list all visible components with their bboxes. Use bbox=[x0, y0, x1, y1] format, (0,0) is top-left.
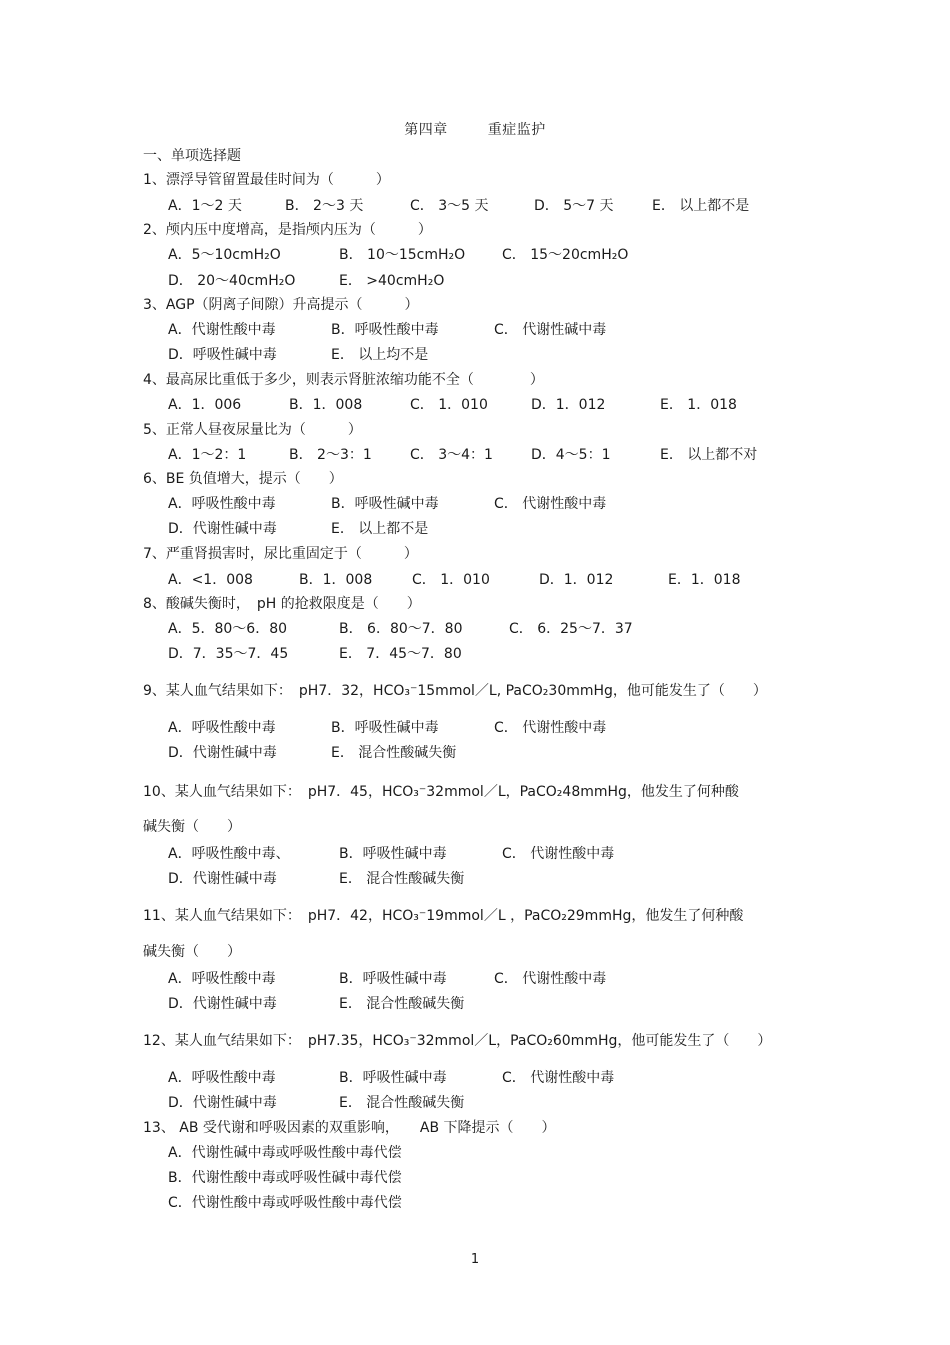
question-stem: 4、最高尿比重低于多少，则表示肾脏浓缩功能不全（ ） bbox=[143, 372, 544, 388]
option-d: D．代谢性碱中毒 bbox=[168, 871, 277, 887]
option-c: C． 代谢性酸中毒 bbox=[494, 720, 607, 736]
option-c: C． 1．010 bbox=[412, 572, 490, 588]
option-a: A．呼吸性酸中毒 bbox=[168, 971, 276, 987]
option-e: E．1．018 bbox=[668, 572, 741, 588]
option-c: C． 代谢性酸中毒 bbox=[502, 1070, 615, 1086]
option-b: B． 2～3：1 bbox=[289, 447, 372, 463]
option-a: A．呼吸性酸中毒、 bbox=[168, 846, 290, 862]
option-d: D．呼吸性碱中毒 bbox=[168, 347, 277, 363]
option-a: A．1．006 bbox=[168, 397, 242, 413]
option-c: C． 6．25～7．37 bbox=[509, 621, 633, 637]
option-a: A．呼吸性酸中毒 bbox=[168, 720, 276, 736]
option-c: C． 代谢性碱中毒 bbox=[494, 322, 607, 338]
question-stem: 12、某人血气结果如下： pH7.35，HCO₃⁻32mmol／L，PaCO₂60mmHg，他可能发生了（ ） bbox=[143, 1033, 772, 1049]
option-b: B． 2～3 天 bbox=[285, 198, 364, 214]
option-b: B．1．008 bbox=[299, 572, 373, 588]
option-e: E． 7．45～7．80 bbox=[339, 646, 462, 662]
question-stem: 5、正常人昼夜尿量比为（ ） bbox=[143, 422, 362, 438]
option-b: B．呼吸性碱中毒 bbox=[339, 846, 447, 862]
option-e: E． 以上都不对 bbox=[660, 447, 758, 463]
question-stem: 9、某人血气结果如下： pH7．32，HCO₃⁻15mmol／L, PaCO₂30mmHg，他可能发生了（ ） bbox=[143, 683, 767, 699]
option-a: A．呼吸性酸中毒 bbox=[168, 496, 276, 512]
chapter-number: 第四章 bbox=[404, 122, 448, 138]
option-b: B．呼吸性碱中毒 bbox=[339, 971, 447, 987]
question-stem: 3、AGP（阴离子间隙）升高提示（ ） bbox=[143, 297, 419, 313]
option-c: C． 代谢性酸中毒 bbox=[494, 496, 607, 512]
option-e: E． 以上都不是 bbox=[652, 198, 750, 214]
option-d: D．1．012 bbox=[539, 572, 614, 588]
option-a: A．呼吸性酸中毒 bbox=[168, 1070, 276, 1086]
chapter-title: 重症监护 bbox=[487, 122, 546, 138]
question-stem: 2、颅内压中度增高，是指颅内压为（ ） bbox=[143, 222, 432, 238]
option-b: B．呼吸性碱中毒 bbox=[331, 496, 439, 512]
option-e: E． 混合性酸碱失衡 bbox=[339, 871, 465, 887]
option-b: B．呼吸性碱中毒 bbox=[339, 1070, 447, 1086]
question-stem-continued: 碱失衡（ ） bbox=[143, 944, 241, 960]
option-c: C． 1．010 bbox=[410, 397, 488, 413]
option-e: E． >40cmH₂O bbox=[339, 273, 445, 289]
option-a: A．5～10cmH₂O bbox=[168, 247, 281, 263]
question-stem-continued: 碱失衡（ ） bbox=[143, 819, 241, 835]
option-d: D．4～5：1 bbox=[531, 447, 611, 463]
option-e: E． 以上均不是 bbox=[331, 347, 429, 363]
option-c: C． 代谢性酸中毒 bbox=[494, 971, 607, 987]
option-e: E． 混合性酸碱失衡 bbox=[331, 745, 457, 761]
option-e: E． 1．018 bbox=[660, 397, 737, 413]
option-d: D．7．35～7．45 bbox=[168, 646, 289, 662]
option-d: D． 5～7 天 bbox=[534, 198, 614, 214]
option-e: E． 混合性酸碱失衡 bbox=[339, 996, 465, 1012]
option-d: D．1．012 bbox=[531, 397, 606, 413]
option-c: C．代谢性酸中毒或呼吸性酸中毒代偿 bbox=[168, 1195, 402, 1211]
option-c: C． 3～5 天 bbox=[410, 198, 489, 214]
option-b: B．1．008 bbox=[289, 397, 363, 413]
option-e: E． 混合性酸碱失衡 bbox=[339, 1095, 465, 1111]
option-b: B． 6．80～7．80 bbox=[339, 621, 463, 637]
question-stem: 6、BE 负值增大，提示（ ） bbox=[143, 471, 343, 487]
question-stem: 13、 AB 受代谢和呼吸因素的双重影响， AB 下降提示（ ） bbox=[143, 1120, 556, 1136]
section-title: 一、单项选择题 bbox=[143, 148, 241, 164]
option-a: A．代谢性碱中毒或呼吸性酸中毒代偿 bbox=[168, 1145, 402, 1161]
option-d: D．代谢性碱中毒 bbox=[168, 996, 277, 1012]
question-stem: 7、严重肾损害时，尿比重固定于（ ） bbox=[143, 546, 418, 562]
option-b: B．呼吸性酸中毒 bbox=[331, 322, 439, 338]
question-stem: 1、漂浮导管留置最佳时间为（ ） bbox=[143, 172, 390, 188]
option-c: C． 代谢性酸中毒 bbox=[502, 846, 615, 862]
page-number: 1 bbox=[470, 1252, 480, 1267]
option-d: D．代谢性碱中毒 bbox=[168, 1095, 277, 1111]
option-d: D．代谢性碱中毒 bbox=[168, 521, 277, 537]
option-b: B．呼吸性碱中毒 bbox=[331, 720, 439, 736]
option-d: D．代谢性碱中毒 bbox=[168, 745, 277, 761]
option-a: A．代谢性酸中毒 bbox=[168, 322, 276, 338]
question-stem: 11、某人血气结果如下： pH7．42，HCO₃⁻19mmol／L ，PaCO₂29mmHg，他发生了何种酸 bbox=[143, 908, 744, 924]
question-stem: 10、某人血气结果如下： pH7．45，HCO₃⁻32mmol／L，PaCO₂48mmHg，他发生了何种酸 bbox=[143, 784, 739, 800]
option-a: A．<1．008 bbox=[168, 572, 253, 588]
option-d: D． 20～40cmH₂O bbox=[168, 273, 296, 289]
option-b: B． 10～15cmH₂O bbox=[339, 247, 466, 263]
option-c: C． 15～20cmH₂O bbox=[502, 247, 629, 263]
option-c: C． 3～4：1 bbox=[410, 447, 493, 463]
option-a: A．5．80～6．80 bbox=[168, 621, 288, 637]
option-a: A．1～2 天 bbox=[168, 198, 242, 214]
option-b: B．代谢性酸中毒或呼吸性碱中毒代偿 bbox=[168, 1170, 402, 1186]
page-title bbox=[0, 119, 950, 139]
option-e: E． 以上都不是 bbox=[331, 521, 429, 537]
option-a: A．1～2：1 bbox=[168, 447, 247, 463]
question-stem: 8、酸碱失衡时， pH 的抢救限度是（ ） bbox=[143, 596, 421, 612]
